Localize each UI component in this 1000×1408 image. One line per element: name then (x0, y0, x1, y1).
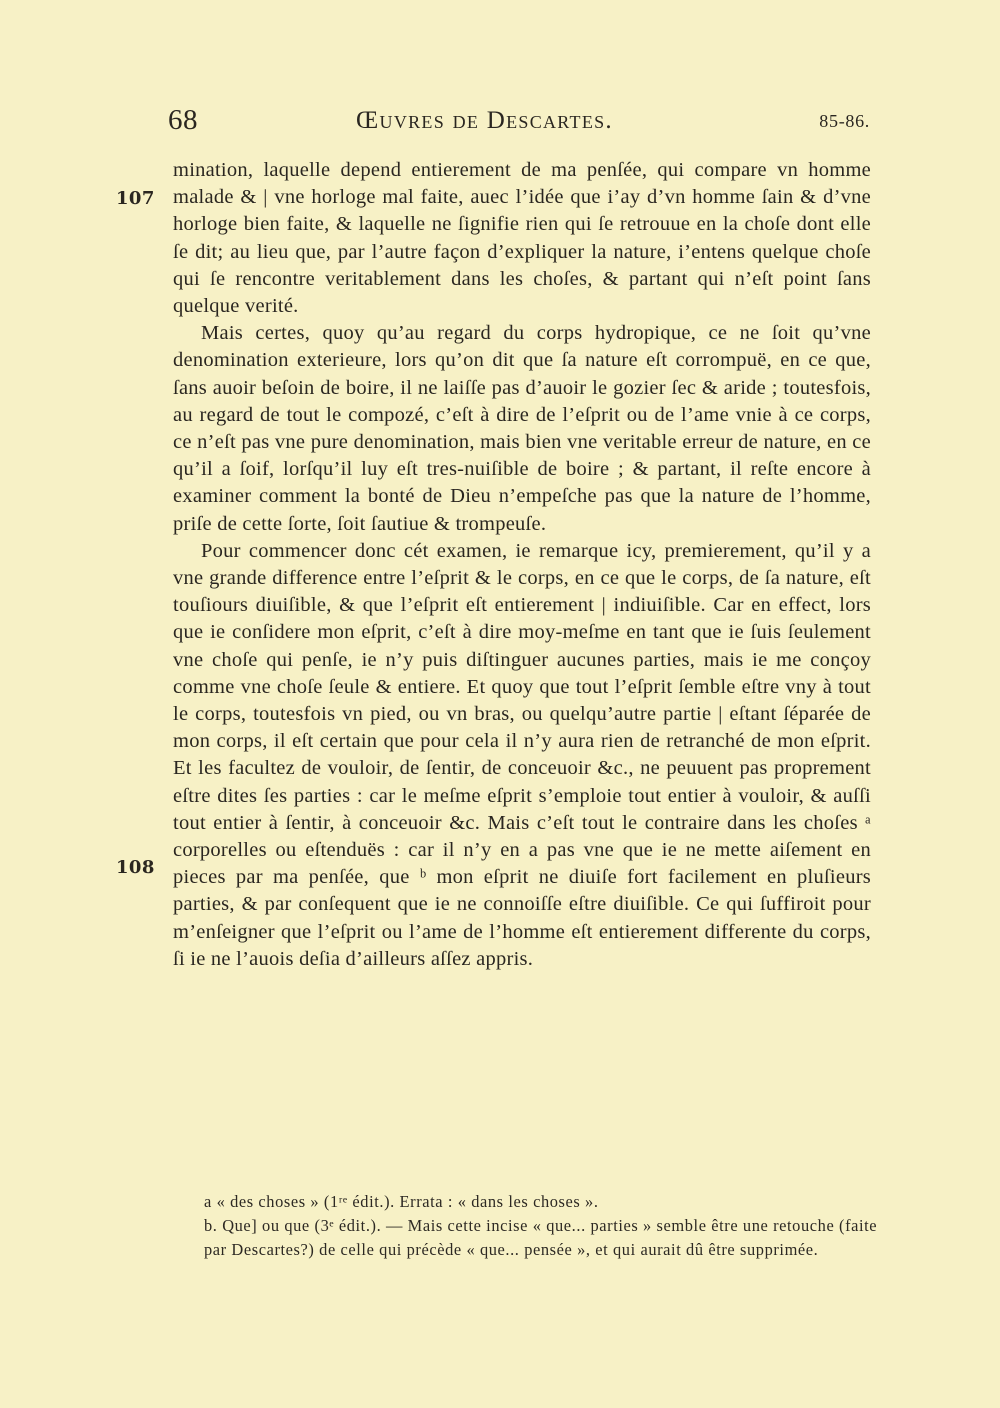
margin-number-108: 108 (116, 857, 155, 878)
paragraph: mination, laquelle depend entierement de ma penſée, qui compare vn homme malade & | vne horloge mal faite, auec l’idée que i’ay d’vn homme ſain & d’vne horloge bien faite, & laquelle ne ſignifie rien qui ſe retrouue en la choſe dont elle ſe dit; au lieu que, par l’autre façon d’expliquer la nature, i’entens quelque choſe qui ſe rencontre veritablement dans les choſes, & partant qui n’eſt point ſans quelque verité. (173, 159, 871, 318)
page-number: 68 (168, 104, 198, 136)
folio-range: 85-86. (819, 111, 870, 131)
paragraph: Pour commencer donc cét examen, ie remarque icy, premierement, qu’il y a vne grande difference entre l’eſprit & le corps, en ce que le corps, de ſa nature, eſt touſiours diuiſible, & que l’eſprit eſt entierement | indiuiſible. Car en effect, lors que ie conſidere mon eſprit, c’eſt à dire moy-meſme en tant que ie ſuis ſeulement vne choſe qui penſe, ie n’y puis diſtinguer aucunes parties, mais ie me conçoy comme vne choſe ſeule & entiere. Et quoy que tout l’eſprit ſemble eſtre vny à tout le corps, toutesfois vn pied, ou vn bras, ou quelqu’autre partie | eſtant ſéparée de mon corps, il eſt certain que pour cela il n’y aura rien de retranché de mon eſprit. Et les facultez de vouloir, de ſentir, de conceuoir &c., ne peuuent pas proprement eſtre dites ſes parties : car le meſme eſprit s’emploie tout entier à vouloir, & auſſi tout entier à ſentir, à conceuoir &c. Mais c’eſt tout le contraire dans les choſes ᵃ corporelles ou eſtenduës : car il n’y en a pas vne que ie ne mette aiſement en pieces par ma penſée, que ᵇ mon eſprit ne diuiſe fort facilement en pluſieurs parties, & par conſequent que ie ne connoiſſe eſtre diuiſible. Ce qui ſuffiroit pour m’enſeigner que l’eſprit ou l’ame de l’homme eſt entierement differente du corps, ſi ie ne l’auois deſia d’ailleurs aſſez appris. (173, 539, 871, 970)
running-title: Œuvres de Descartes. (356, 107, 613, 134)
footnotes (188, 1190, 882, 1263)
margin-number-107: 107 (116, 188, 155, 209)
footnote-b: b. Que] ou que (3ᵉ édit.). — Mais cette incise « que... parties » semble être une retouche (faite par Descartes?) de celle qui précède « que... pensée », et qui aurait dû être supprimée. (204, 1216, 878, 1260)
paragraph: Mais certes, quoy qu’au regard du corps hydropique, ce ne ſoit qu’vne denomination exterieure, lors qu’on dit que ſa nature eſt corrompuë, en ce que, ſans auoir beſoin de boire, il ne laiſſe pas d’auoir le gozier ſec & aride ; toutesfois, au regard de tout le compozé, c’eſt à dire de l’eſprit ou de l’ame vnie à ce corps, ce n’eſt pas vne pure denomination, mais bien vne veritable erreur de nature, en ce qu’il a ſoif, lorſqu’il luy eſt tres-nuiſible de boire ; & partant, il reſte encore à examiner comment la bonté de Dieu n’empeſche pas que la nature de l’homme, priſe de cette ſorte, ſoit ſautiue & trompeuſe. (173, 322, 871, 535)
page-header (168, 103, 870, 139)
main-text (173, 157, 871, 973)
footnote-a: a « des choses » (1ʳᵉ édit.). Errata : « dans les choses ». (204, 1192, 599, 1211)
